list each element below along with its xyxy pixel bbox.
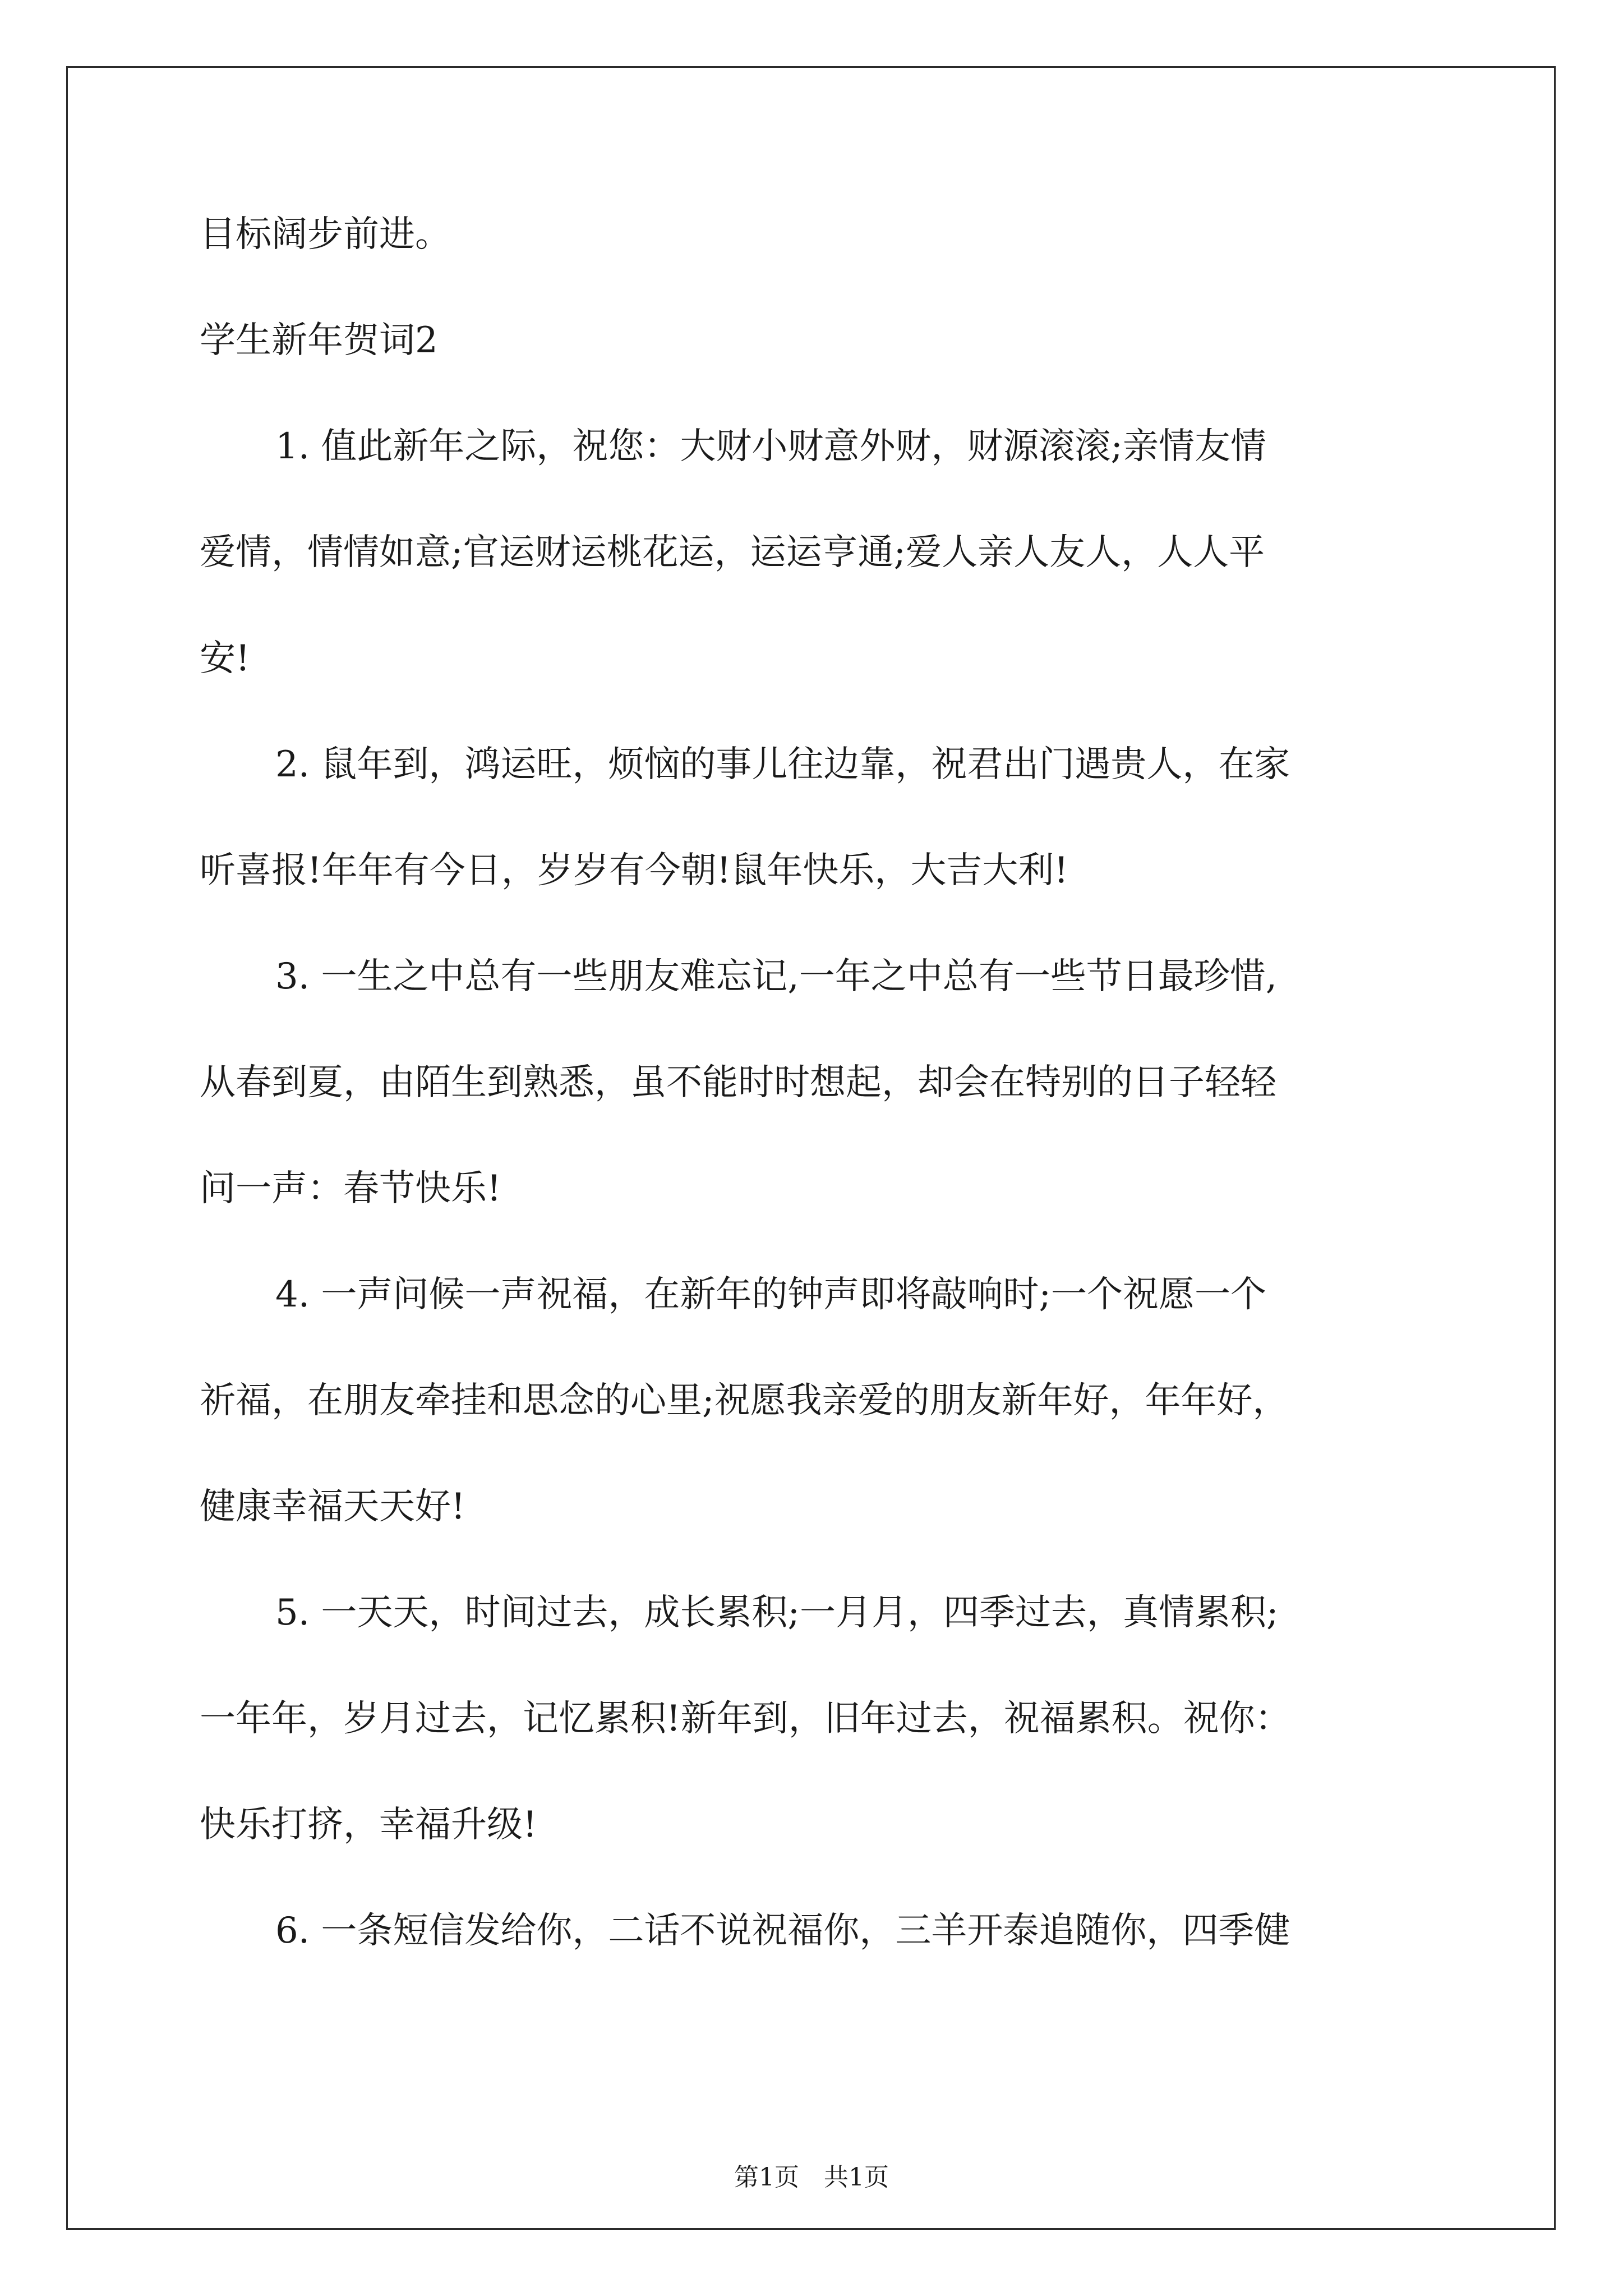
page-number-current: 第1页 bbox=[734, 2163, 799, 2192]
text-line: 从春到夏，由陌生到熟悉，虽不能时时想起，却会在特别的日子轻轻 bbox=[200, 1062, 1276, 1103]
text-line: 安! bbox=[200, 638, 250, 679]
text-line: 2. 鼠年到，鸿运旺，烦恼的事儿往边靠，祝君出门遇贵人，在家 bbox=[275, 744, 1290, 785]
text-line: 1. 值此新年之际，祝您：大财小财意外财，财源滚滚;亲情友情 bbox=[275, 426, 1266, 467]
paragraph bbox=[200, 1907, 1450, 1955]
document-body bbox=[200, 211, 1450, 1955]
page-number-total: 共1页 bbox=[824, 2163, 889, 2192]
text-line: 健康幸福天天好! bbox=[200, 1486, 465, 1527]
text-line: 祈福，在朋友牵挂和思念的心里;祝愿我亲爱的朋友新年好，年年好， bbox=[200, 1380, 1289, 1421]
text-line: 一年年，岁月过去，记忆累积!新年到，旧年过去，祝福累积。祝你： bbox=[200, 1698, 1291, 1740]
text-line: 6. 一条短信发给你，二话不说祝福你，三羊开泰追随你，四季健 bbox=[275, 1910, 1290, 1952]
text-line: 听喜报!年年有今日，岁岁有今朝!鼠年快乐，大吉大利! bbox=[200, 850, 1069, 891]
text-line: 4. 一声问候一声祝福，在新年的钟声即将敲响时;一个祝愿一个 bbox=[275, 1274, 1266, 1315]
paragraph bbox=[200, 423, 1450, 683]
text-line: 目标阔步前进。 bbox=[200, 214, 451, 255]
text-line: 快乐打挤，幸福升级! bbox=[200, 1804, 537, 1846]
text-line: 5. 一天天，时间过去，成长累积;一月月，四季过去，真情累积; bbox=[275, 1592, 1279, 1634]
text-line: 爱情，情情如意;官运财运桃花运，运运亨通;爱人亲人友人，人人平 bbox=[200, 532, 1265, 573]
page-footer bbox=[0, 2161, 1623, 2194]
section-heading bbox=[200, 317, 1450, 365]
paragraph bbox=[200, 741, 1450, 895]
text-line: 3. 一生之中总有一些朋友难忘记,一年之中总有一些节日最珍惜, bbox=[275, 956, 1278, 997]
paragraph bbox=[200, 953, 1450, 1213]
paragraph bbox=[200, 1589, 1450, 1849]
text-line: 问一声：春节快乐! bbox=[200, 1168, 501, 1209]
paragraph bbox=[200, 211, 1450, 259]
text-line: 学生新年贺词2 bbox=[200, 320, 438, 361]
paragraph bbox=[200, 1271, 1450, 1531]
